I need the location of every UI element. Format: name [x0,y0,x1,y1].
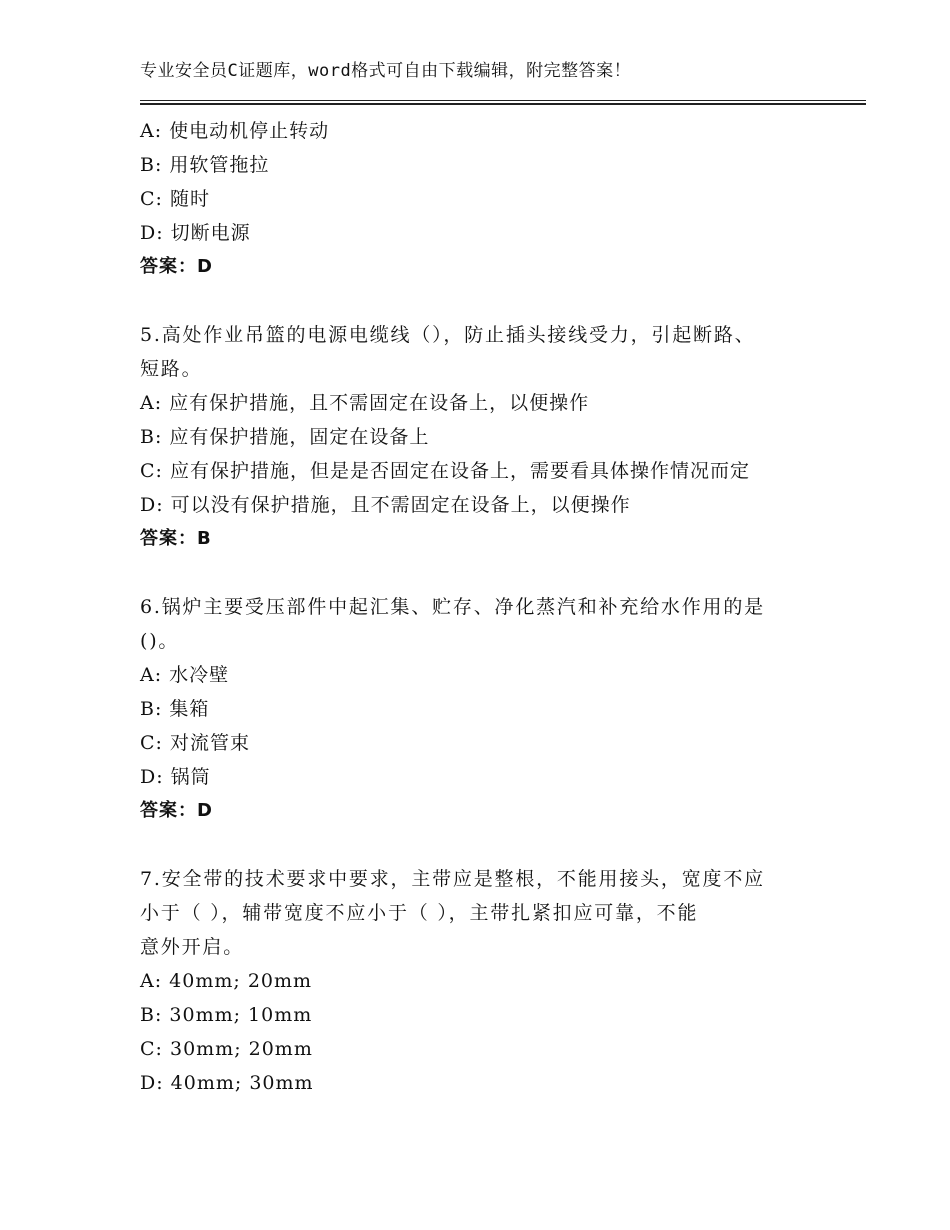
spacer [140,556,820,590]
option-a: A: 水冷壁 [140,664,230,686]
question-5 [140,318,820,556]
question-stem-line: 小于（ ），辅带宽度不应小于（ ），主带扎紧扣应可靠，不能 [140,902,699,924]
option-a: A: 使电动机停止转动 [140,120,330,142]
option-d: D: 可以没有保护措施，且不需固定在设备上，以便操作 [140,494,631,516]
option-d: D: 40mm; 30mm [140,1072,314,1094]
option-a: A: 40mm; 20mm [140,970,313,992]
option-d: D: 切断电源 [140,222,251,244]
option-b: B: 集箱 [140,698,210,720]
question-stem-line: 意外开启。 [140,936,245,958]
answer: 答案：B [140,528,212,549]
option-c: C: 30mm; 20mm [140,1038,313,1060]
question-stem-line: 短路。 [140,358,203,380]
option-c: C: 随时 [140,188,210,210]
header-rule-thick [140,103,866,105]
question-stem-line: ()。 [140,630,180,652]
question-content [140,114,820,1100]
answer: 答案：D [140,800,213,821]
option-a: A: 应有保护措施，且不需固定在设备上，以便操作 [140,392,590,414]
question-4 [140,114,820,284]
spacer [140,828,820,862]
question-6 [140,590,820,828]
answer: 答案：D [140,256,213,277]
question-7 [140,862,820,1100]
spacer [140,284,820,318]
page-header: 专业安全员C证题库，word格式可自由下载编辑，附完整答案！ [140,61,632,81]
option-c: C: 应有保护措施，但是是否固定在设备上，需要看具体操作情况而定 [140,460,750,482]
option-b: B: 用软管拖拉 [140,154,270,176]
question-stem-line: 6.锅炉主要受压部件中起汇集、贮存、净化蒸汽和补充给水作用的是 [140,596,765,618]
option-b: B: 30mm; 10mm [140,1004,313,1026]
option-c: C: 对流管束 [140,732,250,754]
option-d: D: 锅筒 [140,766,211,788]
header-rule-thin [140,100,866,101]
option-b: B: 应有保护措施，固定在设备上 [140,426,430,448]
question-stem-line: 5.高处作业吊篮的电源电缆线（），防止插头接线受力，引起断路、 [140,324,756,346]
question-stem-line: 7.安全带的技术要求中要求，主带应是整根，不能用接头，宽度不应 [140,868,765,890]
